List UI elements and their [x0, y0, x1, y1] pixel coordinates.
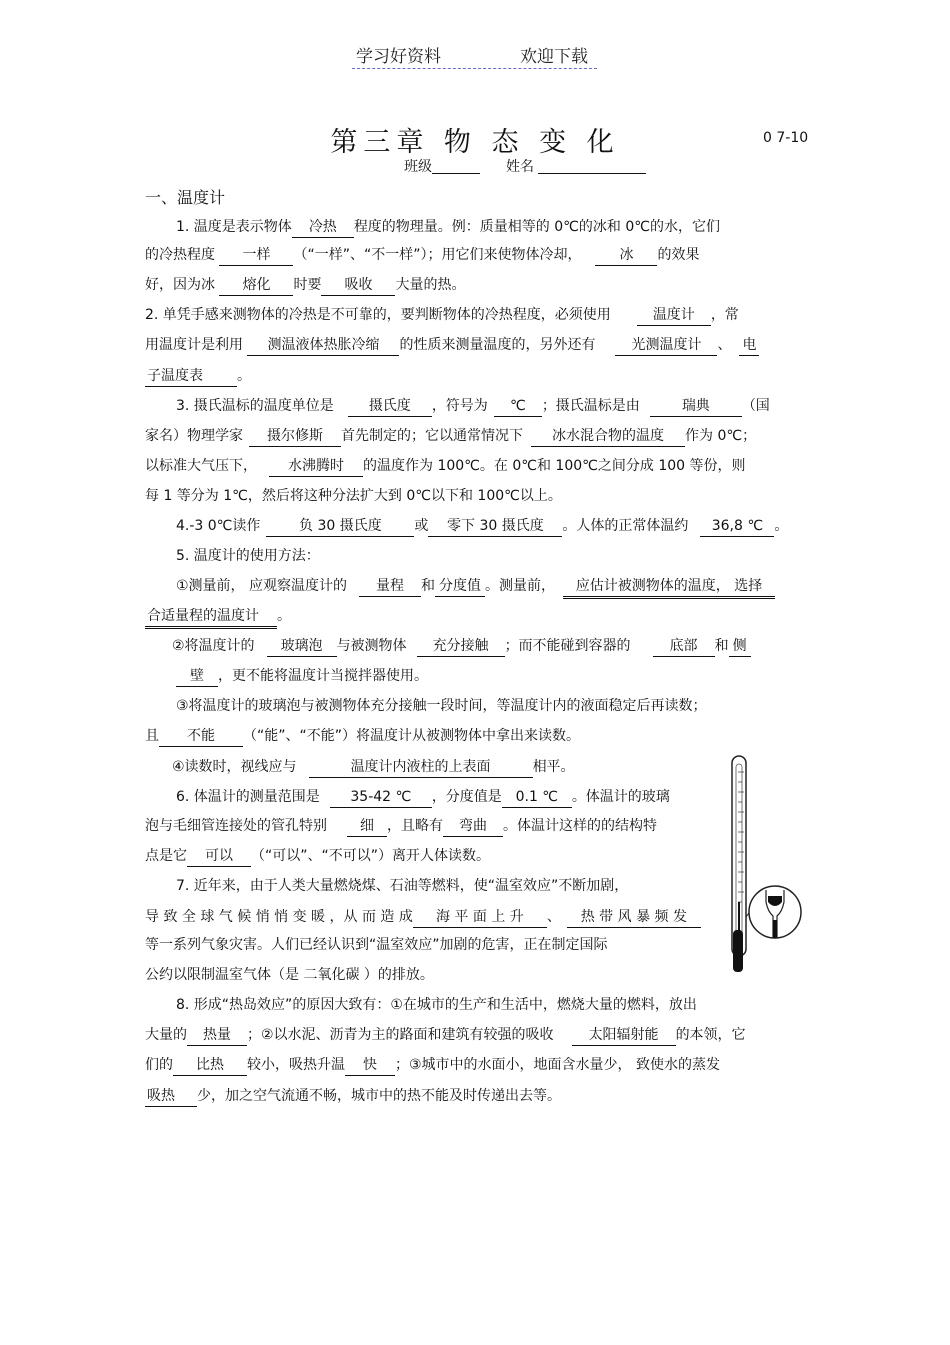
answer: 吸热	[145, 1086, 197, 1107]
q3-line1: 3. 摄氏温标的温度单位是 摄氏度 ，符号为 ℃ ；摄氏温标是由 瑞典 （国	[176, 396, 770, 417]
answer: 太阳辐射能	[572, 1025, 676, 1046]
answer: 热 带 风 暴 频 发	[567, 907, 701, 928]
q5-line4: 壁 ，更不能将温度计当搅拌器使用。	[176, 666, 428, 687]
answer: 测温液体热胀冷缩	[247, 335, 399, 356]
q8-line2: 大量的 热量 ；②以水泥、沥青为主的路面和建筑有较强的吸收 太阳辐射能 的本领，它	[145, 1025, 746, 1046]
answer: 温度计	[637, 305, 711, 326]
answer: 壁	[176, 666, 218, 687]
answer: 熔化	[219, 275, 293, 296]
doc-code: 0 7-10	[763, 130, 809, 146]
answer: 瑞典	[650, 396, 742, 417]
q4-line: 4.-3 0℃读作 负 30 摄氏度 或 零下 30 摄氏度 。人体的正常体温约 36,8 ℃ 。	[176, 516, 788, 537]
answer: 充分接触	[417, 636, 505, 657]
answer: 子温度表	[145, 366, 237, 387]
q7-line2: 导 致 全 球 气 候 悄 悄 变 暖 ，从 而 造 成 海 平 面 上 升 、 热 带 风 暴 频 发	[145, 907, 701, 928]
answer: 分度值	[435, 576, 485, 597]
q8-line4: 吸热 少，加之空气流通不畅，城市中的热不能及时传递出去等。	[145, 1086, 561, 1107]
answer: 0.1 ℃	[502, 787, 572, 808]
answer: 35-42 ℃	[330, 787, 432, 808]
answer: 海 平 面 上 升	[413, 907, 547, 928]
header-left: 学习好资料	[356, 47, 441, 67]
q2-line3: 子温度表 。	[145, 366, 251, 387]
answer: 合适量程的温度计	[145, 606, 277, 629]
q7-line1: 7. 近年来，由于人类大量燃烧煤、石油等燃料，使“温室效应”不断加剧，	[176, 878, 629, 894]
clinical-thermometer-illustration	[712, 752, 812, 977]
q2-line2: 用温度计是利用 测温液体热胀冷缩 的性质来测量温度的，另外还有 光测温度计 、 电	[145, 335, 759, 356]
q1-line2: 的冷热程度 一样 （“一样”、“不一样”）；用它们来使物体冷却， 冰 的效果	[145, 245, 699, 266]
answer: 可以	[187, 846, 251, 867]
answer: 36,8 ℃	[700, 516, 774, 537]
answer: 量程	[359, 576, 421, 597]
answer: 光测温度计	[615, 335, 717, 356]
q1-line3: 好，因为冰 熔化 时要 吸收 大量的热。	[145, 275, 465, 296]
name-blank	[538, 157, 646, 174]
q2-line1: 2. 单凭手感来测物体的冷热是不可靠的，要判断物体的冷热程度，必须使用 温度计 ，常	[145, 305, 739, 326]
chapter-title: 第三章 物 态 变 化	[330, 127, 620, 158]
q5-line5: ③将温度计的玻璃泡与被测物体充分接触一段时间，等温度计内的液面稳定后再读数；	[176, 698, 707, 714]
section-heading: 一、温度计	[145, 188, 226, 207]
q1-line1: 1. 温度是表示物体 冷热 程度的物理量。例：质量相等的 0℃的冰和 0℃的水，它们	[176, 217, 720, 238]
answer: 冷热	[292, 217, 354, 238]
q5-head: 5. 温度计的使用方法：	[176, 548, 320, 564]
answer: 负 30 摄氏度	[266, 516, 414, 537]
answer: 摄氏度	[348, 396, 432, 417]
answer: 热量	[187, 1025, 247, 1046]
answer: 冰	[595, 245, 657, 266]
q7-line3: 等一系列气象灾害。人们已经认识到“温室效应”加剧的危害，正在制定国际	[145, 937, 608, 953]
answer: 水沸腾时	[269, 456, 363, 477]
answer: 冰水混合物的温度	[531, 426, 685, 447]
answer: 温度计内液柱的上表面	[309, 757, 533, 778]
q6-line3: 点是它 可以 （“可以”、“不可以”）离开人体读数。	[145, 846, 490, 867]
answer: 快	[345, 1055, 395, 1076]
page-header	[352, 40, 597, 69]
answer: 摄尔修斯	[249, 426, 341, 447]
q3-line4: 每 1 等分为 1℃，然后将这种分法扩大到 0℃以下和 100℃以上。	[145, 488, 562, 504]
answer: 应估计被测物体的温度， 选择	[563, 576, 775, 599]
q6-line1: 6. 体温计的测量范围是 35-42 ℃ ，分度值是 0.1 ℃ 。体温计的玻璃	[176, 787, 670, 808]
q5-line1: ①测量前， 应观察温度计的 量程 和 分度值 。测量前， 应估计被测物体的温度， 选择	[176, 576, 775, 599]
answer: 底部	[653, 636, 715, 657]
q5-line3: ②将温度计的 玻璃泡 与被测物体 充分接触 ；而不能碰到容器的 底部 和 侧	[172, 636, 751, 657]
q7-line4: 公约以限制温室气体（是 二氧化碳 ）的排放。	[145, 967, 434, 983]
answer: 侧	[729, 636, 751, 657]
answer: 弯曲	[443, 816, 503, 837]
q5-line6: 且 不能 （“能”、“不能”）将温度计从被测物体中拿出来读数。	[145, 726, 580, 747]
answer: 细	[347, 816, 387, 837]
answer: 一样	[219, 245, 293, 266]
answer: 吸收	[321, 275, 395, 296]
header-right: 欢迎下载	[520, 47, 588, 67]
answer: ℃	[494, 396, 542, 417]
answer: 玻璃泡	[267, 636, 337, 657]
q8-line1: 8. 形成“热岛效应”的原因大致有：①在城市的生产和生活中，燃烧大量的燃料，放出	[176, 997, 697, 1013]
answer: 比热	[173, 1055, 247, 1076]
answer: 电	[739, 335, 759, 356]
q5-line2: 合适量程的温度计 。	[145, 606, 291, 629]
q5-line7: ④读数时，视线应与 温度计内液柱的上表面 相平。	[172, 757, 575, 778]
name-label: 姓名	[506, 159, 534, 175]
class-blank	[432, 157, 480, 174]
q3-line3: 以标准大气压下， 水沸腾时 的温度作为 100℃。在 0℃和 100℃之间分成 100 等份，则	[145, 456, 746, 477]
q8-line3: 们的 比热 较小，吸热升温 快 ；③城市中的水面小，地面含水量少， 致使水的蒸发	[145, 1055, 720, 1076]
q6-line2: 泡与毛细管连接处的管孔特别 细 ，且略有 弯曲 。体温计这样的的结构特	[145, 816, 657, 837]
class-label: 班级	[404, 159, 432, 175]
q3-line2: 家名）物理学家 摄尔修斯 首先制定的；它以通常情况下 冰水混合物的温度 作为 0℃；	[145, 426, 756, 447]
answer: 不能	[159, 726, 243, 747]
answer: 零下 30 摄氏度	[428, 516, 562, 537]
class-name-line	[404, 156, 646, 176]
